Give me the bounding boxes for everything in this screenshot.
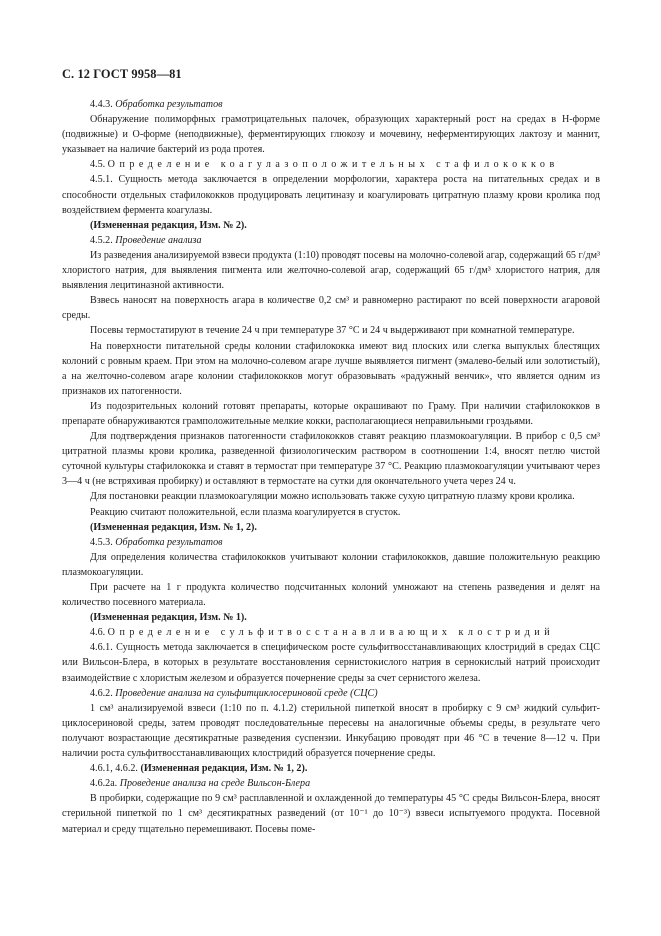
paragraph: [62, 157, 600, 172]
paragraph: [62, 776, 600, 791]
section-title: Обработка результатов: [115, 536, 223, 548]
paragraph: Для подтверждения признаков патогенности стафилококков ставят реакцию плазмокоагуляции. В прибор с 0,5 см³ цитратной плазмы крови кролика, разведенной физиологическим раствором в соотношении 1:4, вносят петлю чистой суточной культуры стафилококка и ставят в термостат при температуре 37 °С. Реакцию плазмокоагуляции учитывают через 3—4 ч (не встряхивая пробирку) и оставляют в термостате на сутки для окончательного учета через 24 ч.: [62, 431, 600, 488]
section-number: 4.6.2а.: [90, 778, 120, 790]
section-number: 4.5.2.: [90, 234, 116, 246]
paragraph: Из подозрительных колоний готовят препараты, которые окрашивают по Граму. При наличии стафилококков в препарате обнаруживаются грамположительные мелкие кокки, располагающиеся неправильными гроздьями.: [62, 400, 600, 427]
revision-note: (Измененная редакция, Изм. № 2).: [90, 219, 247, 231]
section-title: Проведение анализа на среде Вильсон-Блера: [119, 778, 311, 790]
paragraph: На поверхности питательной среды колонии стафилококка имеют вид плоских или слегка выпуклых блестящих колоний с ровным краем. При этом на молочно-солевом агаре лучше выявляется пигмент (эмалево-белый или золотистый), а на желточно-солевом агаре колонии стафилококков могут образовывать «радужный венчик», что является одним из признаков их патогенности.: [62, 340, 600, 397]
paragraph: Посевы термостатируют в течение 24 ч при температуре 37 °С и 24 ч выдерживают при комнатной температуре.: [90, 325, 575, 337]
paragraph: Для определения количества стафилококков учитывают колонии стафилококков, давшие положительную реакцию плазмокоагуляции.: [62, 551, 600, 578]
section-number: 4.5.3.: [90, 536, 116, 548]
section-title: Обработка результатов: [115, 99, 223, 110]
paragraph: Реакцию считают положительной, если плазма коагулируется в сгусток.: [90, 506, 401, 518]
section-title: Проведение анализа: [115, 234, 202, 246]
paragraph: 4.6.1. Сущность метода заключается в специфическом росте сульфитвосстанавливающих клостридий в средах СЦС или Вильсон-Блера, в которых в результате восстановления сернистокислого натрия в сернокислый натрий происходит взаимодействие с хлористым железом и образуется почернение среды за счет сернистого железа.: [62, 642, 600, 684]
section-title: Определение сульфитвосстанавливающих клостридий: [107, 627, 555, 639]
paragraph: [62, 686, 600, 701]
paragraph: Взвесь наносят на поверхность агара в количестве 0,2 см³ и равномерно растирают по всей поверхности агаровой среды.: [62, 295, 600, 322]
page-header: С. 12 ГОСТ 9958—81: [62, 67, 182, 81]
paragraph: Из разведения анализируемой взвеси продукта (1:10) проводят посевы на молочно-солевой агар, содержащий 65 г/дм³ хлористого натрия, для выявления пигмента или желточно-солевой агар, содержащий 65 г/дм³ хлористого натрия, для выявления лецитиназной активности.: [62, 249, 600, 292]
paragraph: 1 см³ анализируемой взвеси (1:10 по п. 4.1.2) стерильной пипеткой вносят в пробирку с 9 см³ жидкий сульфит-циклосериновой среды, затем проводят последовательные пересевы на аналогичные объемы среды, в результате чего получают возрастающие десятикратные разведения суспензии. Инкубацию проводят при 46 °С в течение 8—12 ч. При наличии роста сульфитвосстанавливающих клостридий образуется почернение среды.: [62, 702, 600, 760]
section-number: 4.6.2.: [90, 687, 116, 699]
paragraph: В пробирки, содержащие по 9 см³ расплавленной и охлажденной до температуры 45 °С среды Вильсон-Блера, вносят стерильной пипеткой по 1 см³ десятикратных разведений (от 10⁻¹ до 10⁻³) взвеси испытуемого продукта. Посевной материал и среду тщательно перемешивают. Посевы поме-: [62, 793, 600, 835]
section-number: 4.4.3.: [90, 99, 116, 110]
section-title: Определение коагулазоположительных стафилококков: [107, 159, 559, 171]
document-body: [62, 97, 600, 837]
paragraph: 4.5.1. Сущность метода заключается в определении морфологии, характера роста на питательных средах и в способности отдельных стафилококков продуцировать лецитиназу и коагулировать цитратную плазму крови кролика под воздействием фермента коагулазы.: [62, 174, 600, 216]
section-number: 4.5.: [90, 159, 108, 171]
paragraph: [62, 625, 600, 640]
paragraph: Для постановки реакции плазмокоагуляции можно использовать также сухую цитратную плазму крови кролика.: [90, 491, 575, 503]
paragraph: При расчете на 1 г продукта количество подсчитанных колоний умножают на степень разведения и делят на количество посевного материала.: [62, 582, 600, 609]
section-title: Проведение анализа на сульфитциклосериновой среде (СЦС): [115, 687, 378, 699]
paragraph: [62, 233, 600, 248]
revision-note: (Измененная редакция, Изм. № 1, 2).: [90, 521, 257, 533]
revision-note: 4.6.1, 4.6.2. (Измененная редакция, Изм. № 1, 2).: [90, 763, 308, 775]
paragraph: Обнаружение полиморфных грамотрицательных палочек, образующих характерный рост на средах в Н-форме (подвижные) и О-форме (неподвижные), ферментирующих глюкозу и мочевину, неферментирующих лактозу и маннит, указывает на наличие бактерий из рода протея.: [62, 114, 600, 156]
section-number: 4.6.: [90, 627, 108, 639]
revision-note: (Измененная редакция, Изм. № 1).: [90, 612, 247, 624]
paragraph: [62, 535, 600, 550]
paragraph: [62, 97, 600, 112]
